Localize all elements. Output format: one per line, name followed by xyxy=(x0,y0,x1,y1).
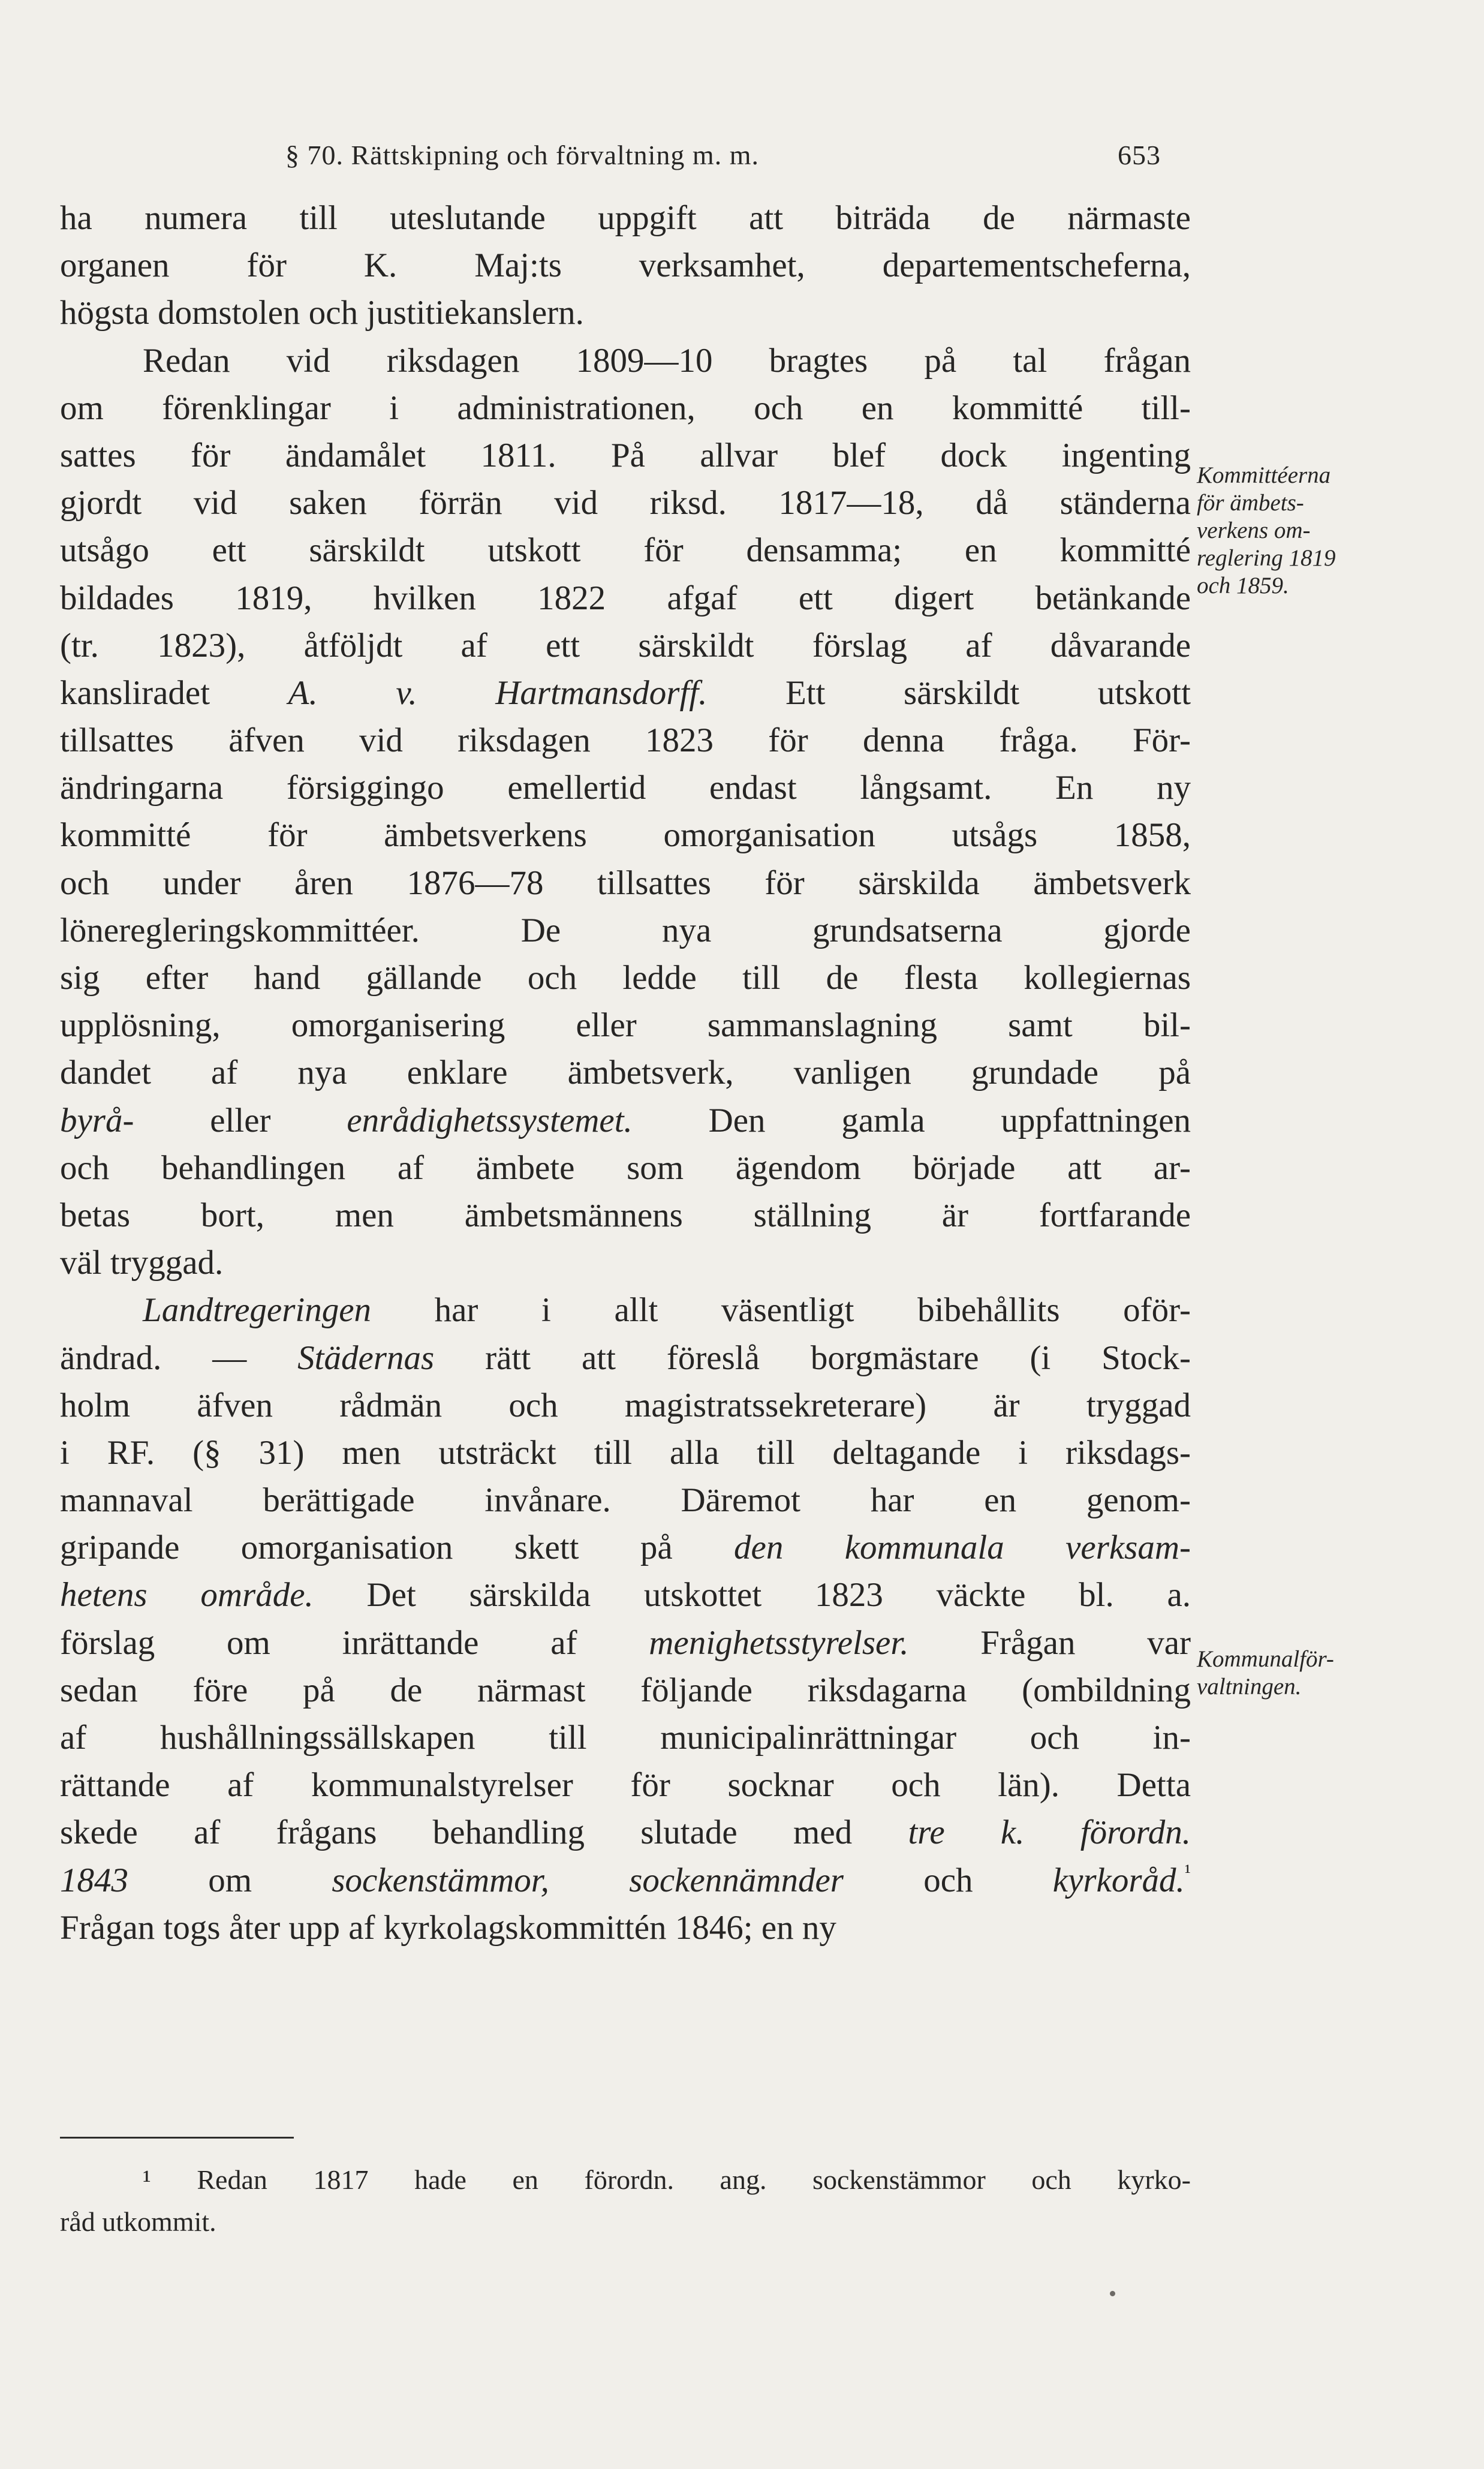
text-line: organen för K. Maj:ts verksamhet, departementscheferna, xyxy=(60,246,1191,285)
margin-note-line: för ämbets- xyxy=(1197,490,1304,516)
text-line: upplösning, omorganisering eller sammanslagning samt bil- xyxy=(60,1006,1191,1045)
text-line: och under åren 1876—78 tillsattes för särskilda ämbetsverk xyxy=(60,864,1191,902)
italic-term: enrådighetssystemet. xyxy=(347,1101,633,1139)
italic-term: Landtregeringen xyxy=(143,1291,372,1330)
text-line: sedan före på de närmast följande riksdagarna (ombildning xyxy=(60,1671,1191,1709)
text-line xyxy=(60,669,1191,717)
ink-speck xyxy=(1110,2291,1115,2296)
text-line xyxy=(60,1286,1191,1334)
italic-term: 1843 xyxy=(60,1861,128,1899)
text-line: om förenklingar i administrationen, och en kommitté till- xyxy=(60,389,1191,427)
footnote-line: råd utkommit. xyxy=(60,2206,216,2237)
footnote-rule xyxy=(60,2137,294,2139)
italic-term: kyrkoråd. xyxy=(1052,1861,1185,1899)
margin-note-kommunalforvaltningen xyxy=(1197,1646,1437,1701)
text-line xyxy=(60,1809,1191,1856)
margin-note-line: valtningen. xyxy=(1197,1674,1302,1700)
text-run: Ett särskildt utskott xyxy=(707,673,1191,712)
margin-note-line: Kommunalför- xyxy=(1197,1646,1334,1672)
text-run: eller xyxy=(134,1101,347,1139)
running-header xyxy=(285,139,1161,175)
text-run: gripande omorganisation skett på xyxy=(60,1529,735,1567)
text-line: utsågo ett särskildt utskott för densamma; en kommitté xyxy=(60,531,1191,570)
italic-term: sockenstämmor, xyxy=(332,1861,549,1899)
text-line xyxy=(60,1571,1191,1619)
text-run: om xyxy=(128,1861,332,1899)
text-run: kansliradet xyxy=(60,673,288,712)
text-line: dandet af nya enklare ämbetsverk, vanligen grundade på xyxy=(60,1054,1191,1092)
text-run xyxy=(549,1861,629,1899)
italic-term: menighetsstyrelser. xyxy=(649,1623,909,1662)
text-line: ändringarna försiggingo emellertid endast långsamt. En ny xyxy=(60,769,1191,807)
text-line xyxy=(60,1857,1191,1904)
text-run: har i allt väsentligt bibehållits oför- xyxy=(371,1291,1191,1330)
text-line: mannaval berättigade invånare. Däremot har en genom- xyxy=(60,1481,1191,1520)
text-run: Frågan var xyxy=(908,1623,1191,1662)
margin-note-line: och 1859. xyxy=(1197,573,1289,599)
margin-note-line: reglering 1819 xyxy=(1197,545,1336,571)
text-run: rätt att föreslå borgmästare (i Stock- xyxy=(434,1339,1191,1377)
italic-term: byrå- xyxy=(60,1101,134,1139)
text-line xyxy=(60,1619,1191,1667)
italic-term: den kommunala verksam- xyxy=(734,1529,1191,1567)
text-line: betas bort, men ämbetsmännens ställning är fortfarande xyxy=(60,1196,1191,1234)
text-line xyxy=(60,1334,1191,1382)
text-run: Den gamla uppfattningen xyxy=(632,1101,1191,1139)
text-line: Redan vid riksdagen 1809—10 bragtes på tal frågan xyxy=(143,341,1191,380)
text-line: sattes för ändamålet 1811. På allvar blef dock ingenting xyxy=(60,436,1191,474)
text-line: Frågan togs åter upp af kyrkolagskommittén 1846; en ny xyxy=(60,1908,836,1947)
text-line: (tr. 1823), åtföljdt af ett särskildt förslag af dåvarande xyxy=(60,626,1191,664)
text-line: tillsattes äfven vid riksdagen 1823 för denna fråga. För- xyxy=(60,721,1191,760)
section-title: § 70. Rättskipning och förvaltning m. m. xyxy=(285,140,759,170)
text-line xyxy=(60,1524,1191,1571)
text-line: högsta domstolen och justitiekanslern. xyxy=(60,294,584,332)
text-line: väl tryggad. xyxy=(60,1244,224,1282)
text-line xyxy=(60,1097,1191,1144)
text-run: skede af frågans behandling slutade med xyxy=(60,1814,908,1852)
text-run: och xyxy=(843,1861,1053,1899)
italic-term: A. v. Hartmansdorff. xyxy=(288,673,708,712)
margin-note-kommitteerna xyxy=(1197,462,1437,600)
text-line: kommitté för ämbetsverkens omorganisation utsågs 1858, xyxy=(60,816,1191,855)
text-line: holm äfven rådmän och magistratssekreterare) är tryggad xyxy=(60,1386,1191,1424)
footnote-line: ¹ Redan 1817 hade en förordn. ang. sockenstämmor och kyrko- xyxy=(143,2164,1191,2195)
footnote xyxy=(60,2159,1191,2243)
italic-term: tre k. förordn. xyxy=(908,1814,1191,1852)
text-line: af hushållningssällskapen till municipalinrättningar och in- xyxy=(60,1719,1191,1757)
text-line: och behandlingen af ämbete som ägendom började att ar- xyxy=(60,1148,1191,1187)
text-line: sig efter hand gällande och ledde till de flesta kollegiernas xyxy=(60,959,1191,997)
text-run: ändrad. — xyxy=(60,1339,298,1377)
text-line: i RF. (§ 31) men utsträckt till alla till deltagande i riksdags- xyxy=(60,1433,1191,1472)
text-run: Det särskilda utskottet 1823 väckte bl. a. xyxy=(313,1576,1191,1614)
footnote-ref: ¹ xyxy=(1184,1860,1191,1883)
text-line: gjordt vid saken förrän vid riksd. 1817—18, då ständerna xyxy=(60,484,1191,522)
text-line: bildades 1819, hvilken 1822 afgaf ett digert betänkande xyxy=(60,579,1191,617)
text-line: rättande af kommunalstyrelser för socknar och län). Detta xyxy=(60,1766,1191,1805)
body-text xyxy=(60,194,1191,1951)
text-line: löneregleringskommittéer. De nya grundsatserna gjorde xyxy=(60,911,1191,949)
margin-note-line: Kommittéerna xyxy=(1197,462,1331,488)
text-line: ha numera till uteslutande uppgift att biträda de närmaste xyxy=(60,199,1191,237)
text-run: förslag om inrättande af xyxy=(60,1623,649,1662)
page-number: 653 xyxy=(1118,140,1161,170)
margin-note-line: verkens om- xyxy=(1197,518,1311,543)
italic-term: Städernas xyxy=(297,1339,435,1377)
italic-term: hetens område. xyxy=(60,1576,314,1614)
italic-term: sockennämnder xyxy=(629,1861,844,1899)
